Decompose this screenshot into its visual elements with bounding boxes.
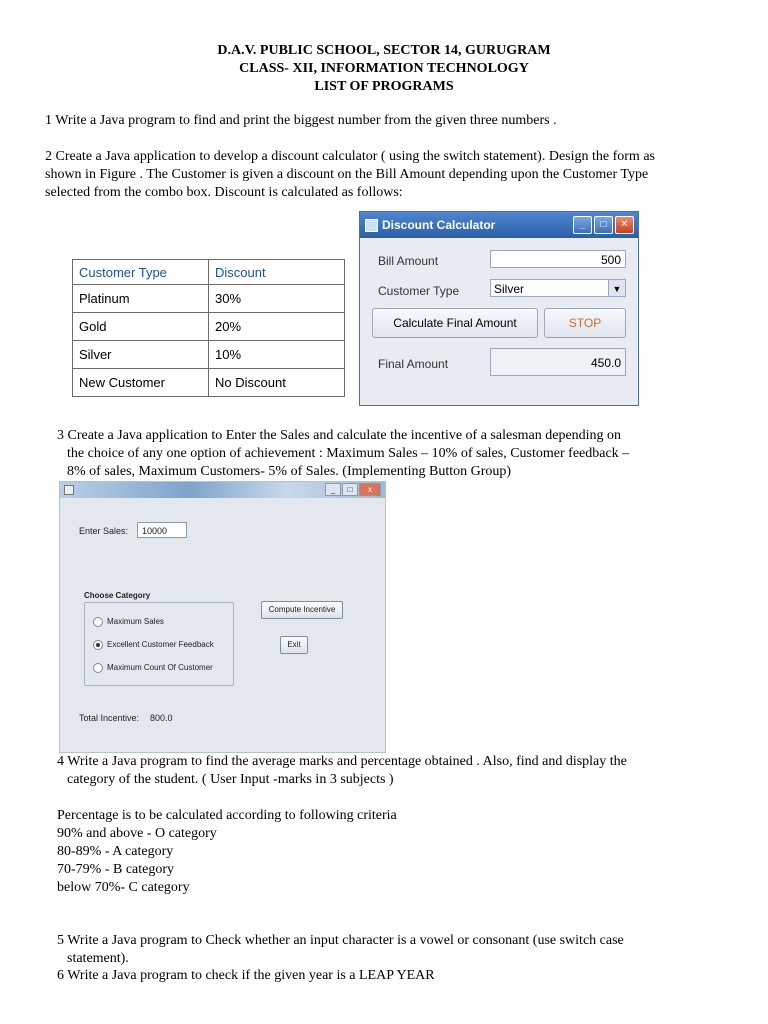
window-controls [573,216,634,234]
radio-maximum-customers[interactable] [93,663,103,673]
question-6: 6 Write a Java program to check if the given year is a LEAP YEAR [57,968,435,983]
window-title-bar [60,482,385,498]
question-4 [57,753,737,789]
customer-type-select[interactable] [490,279,626,297]
table-cell: No Discount [209,369,345,397]
table-row [73,341,345,369]
list-title: LIST OF PROGRAMS [314,79,454,94]
criteria-item: 90% and above - O category [57,826,217,841]
table-cell: Platinum [73,285,209,313]
stop-button[interactable]: STOP [544,308,626,338]
enter-sales-label: Enter Sales: [79,526,129,536]
maximize-icon[interactable]: □ [342,483,358,496]
option-label: Excellent Customer Feedback [107,640,214,649]
table-header-cell: Discount [209,260,345,285]
school-name: D.A.V. PUBLIC SCHOOL, SECTOR 14, GURUGRAM [217,43,551,58]
class-name: CLASS- XII, INFORMATION TECHNOLOGY [239,61,529,76]
criteria-block [57,807,397,897]
calculate-final-amount-button[interactable]: Calculate Final Amount [372,308,538,338]
app-icon [64,485,74,495]
minimize-icon[interactable]: _ [325,483,341,496]
question-2-line-2: shown in Figure . The Customer is given a discount on the Bill Amount depending upon the Customer Type [45,167,649,182]
table-cell: 10% [209,341,345,369]
category-button-group [84,602,234,686]
question-5-line-1: 5 Write a Java program to Check whether an input character is a vowel or consonant (use switch case [57,933,624,948]
chevron-down-icon[interactable]: ▼ [608,280,625,296]
table-cell: Gold [73,313,209,341]
discount-table [72,259,345,397]
question-3-line-2: the choice of any one option of achievement : Maximum Sales – 10% of sales, Customer feedback – [67,446,630,461]
radio-customer-feedback[interactable] [93,640,103,650]
close-icon[interactable]: x [359,483,381,496]
table-cell: New Customer [73,369,209,397]
criteria-item: 80-89% - A category [57,844,174,859]
sales-input[interactable]: 10000 [137,522,187,538]
final-amount-label: Final Amount [378,357,449,371]
option-label: Maximum Sales [107,617,164,626]
question-3-line-3: 8% of sales, Maximum Customers- 5% of Sales. (Implementing Button Group) [67,464,512,479]
option-label: Maximum Count Of Customer [107,663,213,672]
table-header-row [73,260,345,285]
question-5 [57,932,737,968]
question-3 [57,427,747,481]
bill-amount-input[interactable]: 500 [490,250,626,268]
window-controls [325,483,381,496]
question-2 [45,148,655,202]
question-1: 1 Write a Java program to find and print the biggest number from the given three numbers . [45,113,557,128]
minimize-icon[interactable]: _ [573,216,592,234]
question-4-line-2: category of the student. ( User Input -marks in 3 subjects ) [67,772,394,787]
question-2-line-3: selected from the combo box. Discount is calculated as follows: [45,185,403,200]
question-4-line-1: 4 Write a Java program to find the average marks and percentage obtained . Also, find and display the [57,754,627,769]
table-row [73,369,345,397]
document-header [0,42,768,96]
table-row [73,313,345,341]
window-title: Discount Calculator [382,218,496,232]
bill-amount-label: Bill Amount [378,254,439,268]
total-incentive-value: 800.0 [150,713,173,723]
criteria-item: 70-79% - B category [57,862,175,877]
criteria-intro: Percentage is to be calculated according to following criteria [57,808,397,823]
final-amount-output: 450.0 [490,348,626,376]
customer-type-label: Customer Type [378,284,460,298]
choose-category-label: Choose Category [84,591,151,600]
question-3-line-1: 3 Create a Java application to Enter the Sales and calculate the incentive of a salesman depending on [57,428,622,443]
radio-maximum-sales[interactable] [93,617,103,627]
question-5-line-2: statement). [67,951,129,966]
window-title-bar [360,212,638,238]
compute-incentive-button[interactable]: Compute Incentive [261,601,343,619]
customer-type-value: Silver [494,282,525,296]
criteria-item: below 70%- C category [57,880,190,895]
close-icon[interactable]: ✕ [615,216,634,234]
sales-incentive-window [59,481,386,753]
total-incentive-label: Total Incentive: [79,713,140,723]
exit-button[interactable]: Exit [280,636,308,654]
app-icon [365,219,378,232]
discount-calculator-window [359,211,639,406]
table-cell: Silver [73,341,209,369]
maximize-icon[interactable]: □ [594,216,613,234]
question-2-line-1: 2 Create a Java application to develop a discount calculator ( using the switch statement). Design the form as [45,149,655,164]
table-header-cell: Customer Type [73,260,209,285]
table-cell: 20% [209,313,345,341]
table-cell: 30% [209,285,345,313]
table-row [73,285,345,313]
